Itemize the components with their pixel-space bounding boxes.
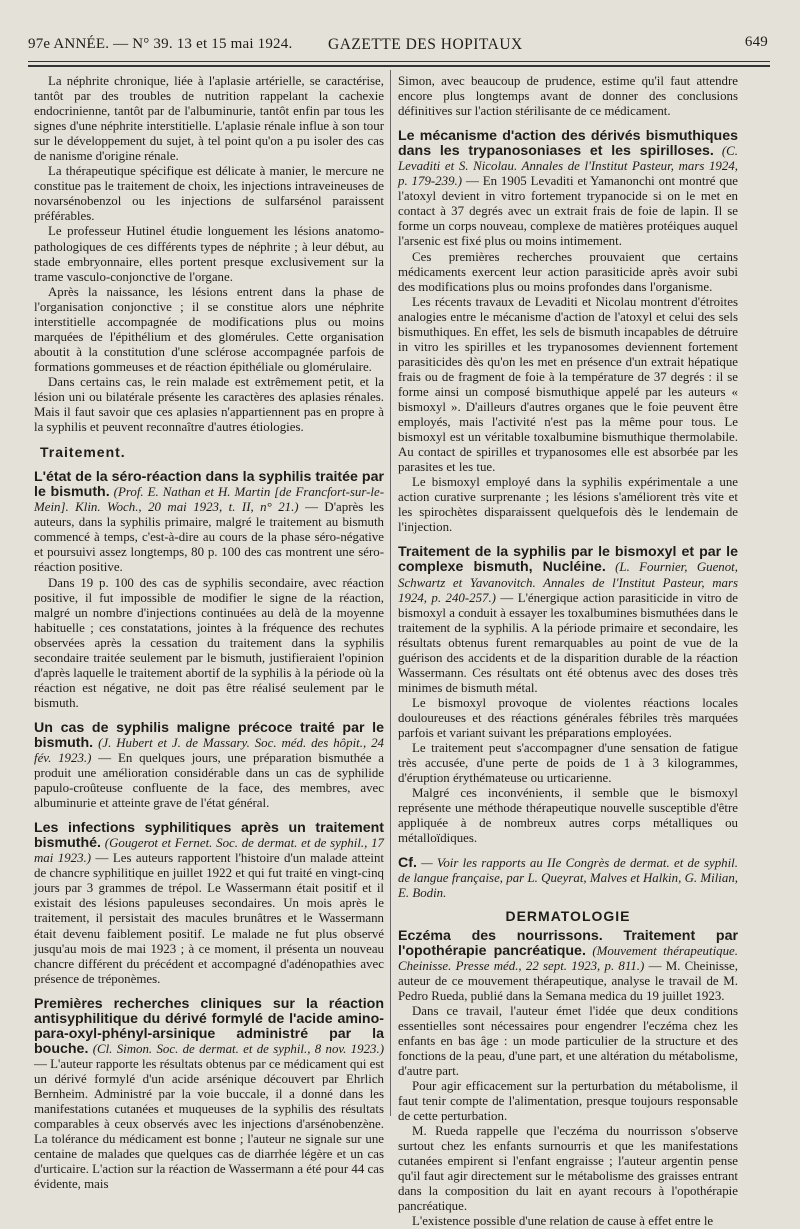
header-rule-thick (28, 65, 770, 67)
paragraph: Après la naissance, les lésions entrent dans la phase de l'organisation conjonctive ; il se constitue alors une néphrite interstitielle accompagnée de modifications plus ou moins marquées de l'épithélium et des glomérules. Cette organisation aboutit à la constitution d'une sclérose accompagnée parfois de formations gommeuses et de réaction épithéliale ou glomérulaire. (34, 284, 384, 374)
article-reference: (L. Fournier, Guenot, Schwartz et Yavanovitch. Annales de l'Institut Pasteur, mars 1924, p. 240-257.) (398, 560, 738, 605)
paragraph: Ces premières recherches prouvaient que certains médicaments exercent leur action parasiticide après avoir subi des modifications plus ou moins profondes dans l'organisme. (398, 249, 738, 294)
article-body: — M. Cheinisse, auteur de ce mouvement thérapeutique, analyse le travail de M. Pedro Rueda, publié dans la Semana medica du 19 juillet 1923. (398, 958, 738, 1003)
article-title: Un cas de syphilis maligne précoce traité par le bismuth. (34, 719, 384, 751)
paragraph: Le traitement peut s'accompagner d'une sensation de fatigue très accusée, d'une perte de poids de 1 à 3 kilogrammes, d'éruption érythémateuse ou urticarienne. (398, 741, 738, 786)
article-title: Premières recherches cliniques sur la réaction antisyphilitique du dérivé formylé de l'acide amino-para-oxyl-phényl-arsinique administré par la bouche. (34, 995, 384, 1057)
continuation-paragraph: Simon, avec beaucoup de prudence, estime qu'il faut attendre encore plus longtemps avant de donner des conclusions définitives sur l'action stérilisante de ce médicament. (398, 74, 738, 119)
article-body: — D'après les auteurs, dans la syphilis primaire, malgré le traitement au bismuth commencé à temps, c'est-à-dire au cours de la phase séro-négative et poursuivi assez longtemps, 80 p. 100 des cas montrent une séro-réaction positive. (34, 500, 384, 575)
paragraph: Le professeur Hutinel étudie longuement les lésions anatomo-pathologiques de ces différents types de néphrite ; à leur début, au stade embryonnaire, elles portent presque exclusivement sur la trame vasculo-conjonctive de l'organe. (34, 224, 384, 284)
article (398, 129, 738, 535)
journal-title: GAZETTE DES HOPITAUX (328, 36, 523, 53)
paragraph: Dans certains cas, le rein malade est extrêmement petit, et la lésion uni ou bilatérale présente les caractères des aplasies rénales. Mais il faut savoir que ces aplasies n'appartiennent pas en propre à la syphilis et peuvent reconnaître d'autres étiologies. (34, 374, 384, 435)
article-title: Eczéma des nourrissons. Traitement par l'opothérapie pancréatique. (398, 927, 738, 959)
article-title: Les infections syphilitiques après un traitement bismuthé. (34, 820, 384, 852)
article-title: Traitement de la syphilis par le bismoxyl et par le complexe bismuth, Nucléine. (398, 544, 738, 576)
article-reference: (Gougerot et Fernet. Soc. de dermat. et de syphil., 17 mai 1923.) (34, 836, 384, 866)
article-body: — L'auteur rapporte les résultats obtenus par ce médicament qui est un dérivé formylé d'un acide arsénique découvert par Ehrlich Bernheim. Administré par la voie buccale, il a donné dans les manifestations cutanées et muqueuses de la syphilis des résultats comparables à ceux observés avec les injections d'arsénobenzène. La tolérance du médicament est bonne ; l'auteur ne signale sur une centaine de malades que quelques cas de diarrhée légère et un cas d'urticaire. L'action sur la réaction de Wassermann a été pour 44 cas évidente, mais (34, 1056, 384, 1192)
article-reference: (Cl. Simon. Soc. de dermat. et de syphil., 8 nov. 1923.) (92, 1041, 384, 1056)
article-body: — En 1905 Levaditi et Yamanonchi ont montré que l'atoxyl devient in vitro fortement trypanocide si on le met en contact à 37 degrés avec un extrait frais de foie de lapin. Il se forme un corps nouveau, complexe de matières protéiques auquel l'arsenic est fixé plus ou moins intimement. (398, 174, 738, 249)
paragraph: Le bismoxyl provoque de violentes réactions locales douloureuses et des réactions générales fébriles très marquées parfois et variant suivant les préparations employées. (398, 695, 738, 740)
article-body: — Les auteurs rapportent l'histoire d'un malade atteint de chancre syphilitique en juillet 1922 et qui fut traité en vingt-cinq jours par 3 grammes de trépol. Le Wassermann était positif et il existait des lésions papuleuses secondaires. Un mois après le traitement, il persistait des macules brunâtres et le Wassermann était devenu faiblement positif. Le malade ne fut plus observé jusqu'au mois de mai 1923 ; à ce moment, il présenta un nouveau chancre différent du précédent et accompagné d'adénopathies avec présence de tréponèmes. (34, 851, 384, 986)
paragraph: La néphrite chronique, liée à l'aplasie artérielle, se caractérise, tantôt par des troubles de nutrition rappelant la cachexie endocrinienne, tantôt par de l'albuminurie, tantôt enfin par tous les signes d'une néphrite interstitielle. L'aplasie rénale influe à son tour sur le développement du sujet, à tel point qu'on a pu isoler des cas de nanisme d'origine rénale. (34, 74, 384, 164)
left-column (34, 74, 384, 1192)
paragraph: M. Rueda rappelle que l'eczéma du nourrisson s'observe surtout chez les enfants surnourris et que les manifestations cutanées empirent si l'enfant engraisse ; l'auteur argentin pense qu'il faut agir directement sur le métabolisme des graisses entrant dans la composition du lait en ayant recours à l'opothérapie pancréatique. (398, 1124, 738, 1214)
article-reference: — Voir les rapports au IIe Congrès de dermat. et de syphil. de langue française, par L. Queyrat, Malves et Halkin, G. Milian, E. Bodin. (398, 856, 738, 901)
paragraph: L'existence possible d'une relation de cause à effet entre le (412, 1214, 714, 1229)
article-body: — L'énergique action parasiticide in vitro de bismoxyl a conduit à essayer les toxalbumines bismuthées dans le traitement de la syphilis. A la période primaire et secondaire, les résultats obtenus furent remarquables au point de vue de la guérison des accidents et de la disparition durable de la réaction Wassermann. Ces résultats ont été obtenus avec des doses très minimes de bismuth métal. (398, 590, 738, 695)
page-number: 649 (744, 34, 768, 50)
paragraph: Le bismoxyl employé dans la syphilis expérimentale a une action curative surprenante ; les lésions s'améliorent très vite et les spirochètes disparaissent quelquefois dès le lendemain de l'injection. (398, 475, 738, 535)
section-heading: DERMATOLOGIE (505, 908, 631, 925)
article-reference: (C. Levaditi et S. Nicolau. Annales de l'Institut Pasteur, mars 1924, p. 179-239.) (398, 144, 738, 189)
page-header (28, 30, 770, 54)
issue-info: 97e ANNÉE. — N° 39. 13 et 15 mai 1924. (28, 36, 293, 52)
right-column (398, 74, 738, 1229)
article-body: — En quelques jours, une préparation bismuthée a produit une amélioration considérable dans un cas de syphilide papulo-croûteuse confluente de la face, des membres, avec albuminurie et atteinte grave de l'état général. (34, 751, 384, 811)
article (34, 470, 384, 711)
article (34, 997, 384, 1193)
header-rule (28, 61, 770, 62)
article-reference: (Prof. E. Nathan et H. Martin [de Francfort-sur-le-Mein]. Klin. Woch., 20 mai 1923, t. II, n° 21.) (34, 485, 384, 515)
article (34, 721, 384, 811)
article-title: Le mécanisme d'action des dérivés bismuthiques dans les trypanosoniases et les spirilloses. (398, 128, 738, 160)
article-title: Cf. (398, 855, 417, 872)
article (398, 856, 738, 901)
paragraph: La thérapeutique spécifique est délicate à manier, le mercure ne constitue pas le traitement de choix, les injections intraveineuses de novarsénobenzol ou les injections de sulfarsénol paraissent préférables. (34, 164, 384, 224)
paragraph: Dans 19 p. 100 des cas de syphilis secondaire, avec réaction positive, il fut impossible de modifier le signe de la réaction, malgré un nombre d'injections continuées au delà de la moyenne habituelle ; ces constatations, jointes à la fréquence des rechutes observées après la cessation du traitement dans la syphilis secondaire traitée seulement par le bismuth, justifieraient l'opinion d'après laquelle le traitement abortif de la syphilis à la période où la réaction est négative, ne doit pas être réalisé seulement par le bismuth. (34, 575, 384, 710)
paragraph: Dans ce travail, l'auteur émet l'idée que deux conditions essentielles sont nécessaires pour engendrer l'eczéma chez les enfants en bas âge : un mode particulier de la structure et des fonctions de la peau, d'une part, et une altération du métabolisme, d'autre part. (398, 1003, 738, 1078)
section-heading: Traitement. (40, 444, 126, 461)
paragraph: Pour agir efficacement sur la perturbation du métabolisme, il faut tenir compte de l'alimentation, presque toujours responsable de cette perturbation. (398, 1079, 738, 1124)
intro-text (34, 74, 384, 435)
article (398, 545, 738, 846)
article-title: L'état de la séro-réaction dans la syphilis traitée par le bismuth. (34, 469, 384, 501)
article (34, 821, 384, 987)
paragraph: Malgré ces inconvénients, il semble que le bismoxyl représente une méthode thérapeutique nouvelle susceptible d'être appliquée à de nombreux autres corps métalliques ou métalloïdiques. (398, 786, 738, 846)
article-reference: (J. Hubert et J. de Massary. Soc. méd. des hôpit., 24 fév. 1923.) (34, 735, 384, 766)
article-reference: (Mouvement thérapeutique. Cheinisse. Presse méd., 22 sept. 1923, p. 811.) (398, 943, 738, 973)
column-divider (390, 70, 391, 1116)
article (398, 929, 738, 1229)
paragraph: Les récents travaux de Levaditi et Nicolau montrent d'étroites analogies entre le mécanisme d'action de l'atoxyl et celui des sels bismuthiques. En effet, les sels de bismuth incapables de détruire in vitro les spirilles et les trypanosomes deviennent fortement parasiticides dès qu'on les met en présence d'un extrait hépatique frais ou de fragment de foie à la température de 37 degrés : il se forme ainsi un composé bismuthique appelé par les auteurs « bismoxyl ». D'ailleurs d'autres organes que le foie peuvent être employés, mais l'activité n'est pas la même pour tous. Le bismoxyl est un véritable toxalbumine bismuthique thermolabile. Au contact de spirilles et trypanosomes elle est absorbée par les parasites et les tue. (398, 294, 738, 475)
